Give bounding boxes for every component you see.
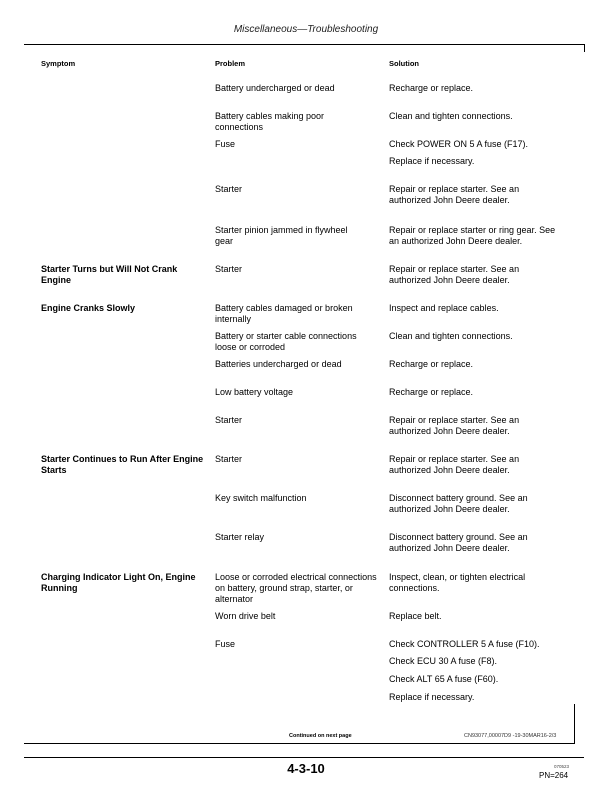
solution-cell: Inspect, clean, or tighten electrical connections.: [389, 572, 526, 593]
problem-cell: Key switch malfunction: [215, 493, 307, 503]
table-bottom-rule: [24, 743, 574, 744]
solution-cell: Repair or replace starter. See an authorized John Deere dealer.: [389, 454, 520, 475]
problem-cell: Battery cables damaged or broken internally: [215, 303, 353, 324]
date-code: 070523: [554, 764, 570, 769]
solution-cell: Check CONTROLLER 5 A fuse (F10).: [389, 639, 540, 649]
problem-cell: Starter: [215, 454, 243, 464]
solution-cell: Clean and tighten connections.: [389, 331, 513, 341]
solution-cell: Disconnect battery ground. See an authorized John Deere dealer.: [389, 532, 528, 553]
solution-cell: Clean and tighten connections.: [389, 111, 513, 121]
symptom-cell: Starter Continues to Run After Engine Starts: [41, 454, 204, 475]
page-number: 4-3-10: [287, 761, 325, 776]
solution-cell: Replace if necessary.: [389, 156, 475, 166]
solution-cell: Replace if necessary.: [389, 692, 475, 702]
solution-cell: Repair or replace starter. See an authorized John Deere dealer.: [389, 184, 520, 205]
solution-cell: Recharge or replace.: [389, 387, 474, 397]
solution-cell: Disconnect battery ground. See an authorized John Deere dealer.: [389, 493, 528, 514]
problem-cell: Starter: [215, 184, 243, 194]
problem-cell: Starter: [215, 415, 243, 425]
solution-cell: Check ALT 65 A fuse (F60).: [389, 674, 499, 684]
symptom-cell: Starter Turns but Will Not Crank Engine: [41, 264, 178, 285]
footer-rule: [24, 757, 584, 758]
problem-cell: Batteries undercharged or dead: [215, 359, 342, 369]
problem-cell: Starter relay: [215, 532, 265, 542]
solution-cell: Repair or replace starter. See an authorized John Deere dealer.: [389, 415, 520, 436]
column-header-solution: Solution: [389, 59, 419, 68]
problem-cell: Battery cables making poor connections: [215, 111, 325, 132]
solution-cell: Check ECU 30 A fuse (F8).: [389, 656, 498, 666]
problem-cell: Starter: [215, 264, 243, 274]
problem-cell: Fuse: [215, 139, 236, 149]
solution-cell: Replace belt.: [389, 611, 442, 621]
problem-cell: Fuse: [215, 639, 236, 649]
problem-cell: Starter pinion jammed in flywheel gear: [215, 225, 348, 246]
page-title: Miscellaneous—Troubleshooting: [233, 24, 379, 35]
solution-cell: Recharge or replace.: [389, 359, 474, 369]
solution-cell: Inspect and replace cables.: [389, 303, 499, 313]
problem-cell: Battery or starter cable connections loose or corroded: [215, 331, 357, 352]
column-header-symptom: Symptom: [41, 59, 76, 68]
symptom-cell: Charging Indicator Light On, Engine Running: [41, 572, 196, 593]
problem-cell: Worn drive belt: [215, 611, 276, 621]
continued-note: Continued on next page: [289, 733, 352, 739]
problem-cell: Battery undercharged or dead: [215, 83, 335, 93]
solution-cell: Repair or replace starter or ring gear. See an authorized John Deere dealer.: [389, 225, 556, 246]
document-code: CN93077,00007D9 -19-30MAR16-2/3: [464, 733, 557, 739]
solution-cell: Recharge or replace.: [389, 83, 474, 93]
pn-label: PN=264: [539, 771, 569, 780]
solution-cell: Check POWER ON 5 A fuse (F17).: [389, 139, 529, 149]
problem-cell: Loose or corroded electrical connections on battery, ground strap, starter, or alternator: [215, 572, 377, 604]
symptom-cell: Engine Cranks Slowly: [41, 303, 136, 313]
solution-cell: Repair or replace starter. See an authorized John Deere dealer.: [389, 264, 520, 285]
column-header-problem: Problem: [215, 59, 246, 68]
problem-cell: Low battery voltage: [215, 387, 294, 397]
table-right-rule: [574, 704, 575, 744]
